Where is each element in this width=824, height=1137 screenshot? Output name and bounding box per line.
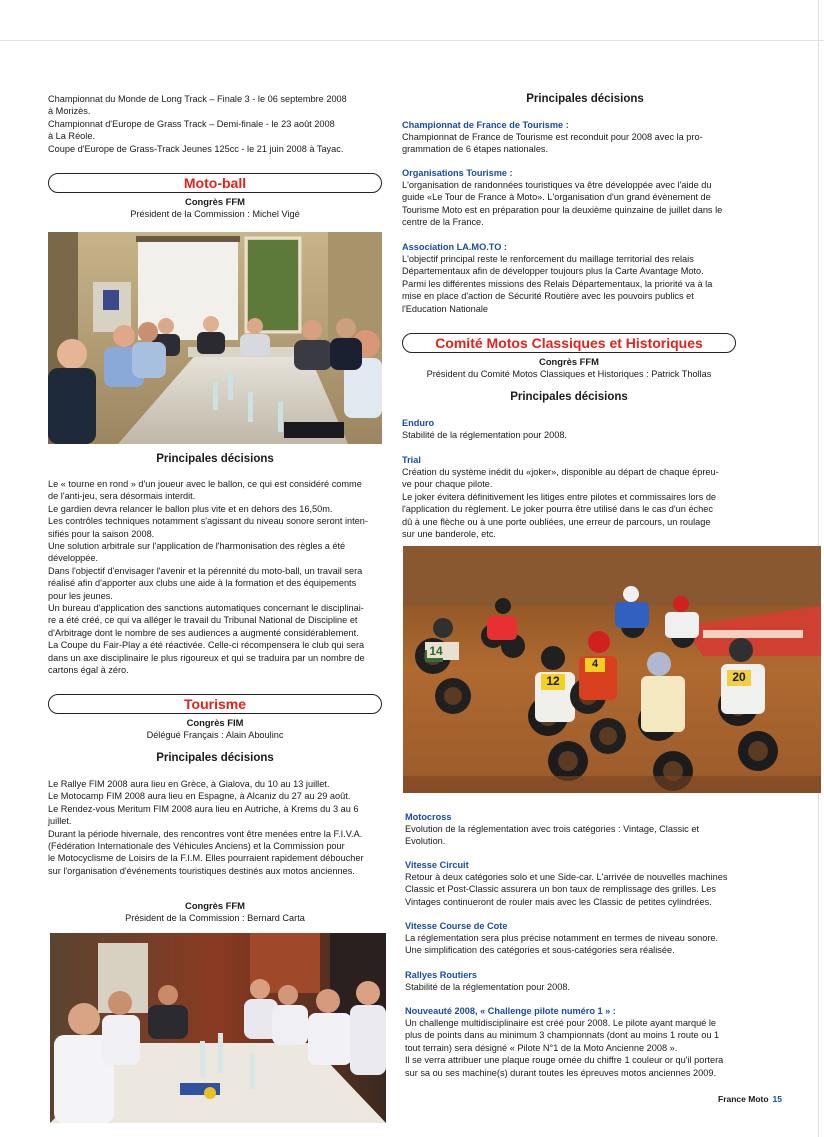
- motoball-text: [48, 478, 382, 677]
- text-line: de l'anti-jeu, sera désormais interdit.: [48, 491, 196, 502]
- trial-text: [402, 466, 768, 540]
- section-title: Tourisme: [184, 696, 246, 712]
- subheading: Vitesse Course de Cote: [405, 921, 508, 931]
- text-line: Une solution arbitrale sur l'application de l'harmonisation des règles a été: [48, 541, 346, 552]
- text-line: développée.: [48, 553, 99, 564]
- text-line: sur sa ou ses machine(s) durant toutes les épreuves motos anciennes 2009.: [405, 1067, 717, 1078]
- tourisme-text: [48, 778, 382, 877]
- subheading: Motocross: [405, 812, 452, 822]
- text-line: réalisé afin d'apporter aux clubs une aide à la formation et des équipements: [48, 578, 357, 589]
- meeting-illustration: [48, 232, 382, 444]
- congres-label: Congrès FFM: [185, 900, 245, 911]
- text-line: La réglementation sera plus précise notamment en termes de niveau sonore.: [405, 933, 719, 943]
- magazine-name: France Moto: [718, 1094, 769, 1104]
- text-line: dû à une flèche ou à une porte oubliées, une erreur de parcours, un roulage: [402, 516, 711, 527]
- text-line: Parmi les différentes missions des Relais Départementaux, la priorité va à la: [402, 278, 713, 289]
- text-line: Le Motocamp FIM 2008 aura lieu en Espagne, à Alcaniz du 27 au 29 août.: [48, 791, 351, 802]
- trial-block: [402, 454, 768, 540]
- text-line: Tourisme Moto est en préparation pour la deuxième quinzaine de juillet dans le: [402, 204, 723, 215]
- section-title: Moto-ball: [183, 175, 247, 191]
- org-text: [402, 179, 768, 229]
- text-line: L'organisation de randonnées touristiques va être développée avec l'aide du: [402, 180, 712, 190]
- text-line: Stabilité de la réglementation pour 2008.: [405, 982, 570, 992]
- page-footer: [718, 1094, 782, 1104]
- text-line: Un challenge multidisciplinaire est créé pour 2008. Le pilote ayant marqué le: [405, 1018, 717, 1028]
- president-label: Président de la Commission : Bernard Carta: [125, 913, 305, 923]
- text-line: ve pour chaque pilote.: [402, 479, 493, 490]
- text-line: Une simplification des catégories et sous-catégories sera réalisée.: [405, 945, 675, 956]
- top-rule: [0, 40, 824, 41]
- subheading: Nouveauté 2008, « Challenge pilote numéro 1 » :: [405, 1006, 616, 1016]
- text-line: Les contrôles techniques notamment s'agissant du niveau sonore seront inten-: [48, 516, 368, 527]
- text-line: Durant la période hivernale, des rencontres vont être menées entre la F.I.V.A.: [48, 828, 363, 839]
- text-line: pour les jeunes.: [48, 590, 113, 601]
- text-line: Coupe d'Europe de Grass-Track Jeunes 125cc - le 21 juin 2008 à Tayac.: [48, 143, 344, 154]
- congres-label: Congrès FFM: [185, 196, 245, 207]
- text-line: Le Rallye FIM 2008 aura lieu en Grèce, à Gialova, du 10 au 13 juillet.: [48, 779, 330, 789]
- text-line: d'Arbitrage dont le nombre de ses audiences a augmenté considérablement.: [48, 627, 359, 638]
- rallyes-block: [405, 969, 768, 993]
- text-line: sifiés pour la saison 2008.: [48, 528, 155, 539]
- text-line: Stabilité de la réglementation pour 2008.: [402, 430, 567, 440]
- text-line: sur l'organisation d'événements touristiques destinés aux motos anciennes.: [48, 865, 355, 876]
- text-line: à La Réole.: [48, 131, 95, 142]
- text-line: L'objectif principal reste le renforcement du maillage territorial des relais: [402, 254, 694, 264]
- subheading: Trial: [402, 455, 421, 465]
- text-line: Evolution de la réglementation avec trois catégories : Vintage, Classic et: [405, 824, 699, 834]
- race-number: 4: [585, 658, 605, 670]
- race-illustration: [403, 546, 821, 793]
- text-line: Championnat d'Europe de Grass Track – Demi-finale - le 23 août 2008: [48, 118, 335, 129]
- motoball-banner: [48, 173, 382, 193]
- text-line: Evolution.: [405, 836, 446, 847]
- text-line: Un bureau d'application des sanctions automatiques concernant le disciplinai-: [48, 603, 364, 614]
- text-line: Création du système inédit du «joker», disponible au départ de chaque épreu-: [402, 467, 719, 477]
- dinner-photo: [50, 933, 386, 1123]
- text-line: à Morizès.: [48, 106, 91, 117]
- text-line: Départementaux afin de développer toujours plus la Carte Avantage Moto.: [402, 266, 704, 277]
- text-line: Dans l'objectif d'envisager l'avenir et la pérennité du moto-ball, un travail sera: [48, 565, 363, 576]
- decisions-heading: Principales décisions: [156, 453, 274, 465]
- cft-text: [402, 131, 768, 156]
- asso-text: [402, 253, 768, 315]
- organisations-block: [402, 167, 768, 229]
- text-line: centre de la France.: [402, 217, 484, 228]
- rallyes-text: [405, 981, 768, 993]
- cote-block: [405, 920, 768, 957]
- enduro-text: [402, 429, 768, 441]
- text-line: plus de points dans au minimum 3 championnats (dont au moins 1 route ou 1: [405, 1030, 720, 1041]
- text-line: cartons égal à zéro.: [48, 665, 129, 676]
- enduro-block: [402, 417, 768, 441]
- vitesse-text: [405, 871, 768, 908]
- intro-text: [48, 93, 382, 155]
- text-line: Championnat du Monde de Long Track – Finale 3 - le 06 septembre 2008: [48, 94, 347, 104]
- motocross-text: [405, 823, 768, 848]
- motocross-race-photo: [403, 546, 821, 793]
- comite-banner: [402, 333, 736, 353]
- text-line: Championnat de France de Tourisme est reconduit pour 2008 avec la pro-: [402, 132, 703, 142]
- page-number: 15: [772, 1094, 782, 1104]
- meeting-photo: [48, 232, 382, 444]
- dinner-illustration: [50, 933, 386, 1123]
- text-line: Le joker évitera définitivement les litiges entre pilotes et commissaires lors de: [402, 491, 717, 502]
- text-line: Il se verra attribuer une plaque rouge ornée du chiffre 1 couleur or qu'il portera: [405, 1055, 724, 1066]
- tourisme-banner: [48, 694, 382, 714]
- text-line: Classic et Post-Classic assurera un bon taux de remplissage des grilles. Les: [405, 884, 716, 895]
- race-number: 20: [727, 670, 751, 684]
- text-line: grammation de 6 étapes nationales.: [402, 144, 549, 155]
- race-number: 14: [427, 644, 445, 658]
- subheading: Organisations Tourisme :: [402, 168, 513, 178]
- vitesse-block: [405, 859, 768, 908]
- subheading: Vitesse Circuit: [405, 860, 469, 870]
- decisions-heading: Principales décisions: [156, 752, 274, 764]
- text-line: sur une banderole, etc.: [402, 529, 496, 540]
- subheading: Rallyes Routiers: [405, 970, 477, 980]
- subheading: Championnat de France de Tourisme :: [402, 120, 569, 130]
- text-line: tout terrain) sera désigné « Pilote N°1 de la Moto Ancienne 2008 ».: [405, 1042, 678, 1053]
- decisions-heading: Principales décisions: [510, 391, 628, 403]
- text-line: mise en place d'action de Sécurité Routière avec les pouvoirs publics et: [402, 291, 694, 302]
- nouveaute-block: [405, 1005, 768, 1079]
- motocross-block: [405, 811, 768, 848]
- cote-text: [405, 932, 768, 957]
- text-line: Le Rendez-vous Meritum FIM 2008 aura lieu en Autriche, à Krems du 3 au 6: [48, 803, 359, 814]
- congres-label: Congrès FIM: [186, 717, 244, 728]
- text-line: Le « tourne en rond » d'un joueur avec le ballon, ce qui est considéré comme: [48, 479, 362, 489]
- text-line: juillet.: [48, 816, 72, 827]
- text-line: l'Education Nationale: [402, 303, 489, 314]
- president-label: Président du Comité Motos Classiques et Historiques : Patrick Thollas: [426, 369, 712, 379]
- text-line: Retour à deux catégories solo et une Side-car. L'arrivée de nouvelles machines: [405, 872, 728, 882]
- text-line: le Motocyclisme de Loisirs de la F.I.M. Elles pourraient rapidement déboucher: [48, 853, 364, 864]
- subheading: Enduro: [402, 418, 435, 428]
- president-label: Président de la Commission : Michel Vigé: [130, 209, 300, 219]
- race-number: 12: [541, 674, 565, 688]
- tourisme-decisions: [402, 119, 768, 156]
- section-title: Comité Motos Classiques et Historiques: [435, 335, 703, 351]
- decisions-heading: Principales décisions: [526, 93, 644, 105]
- text-line: dans un axe disciplinaire le plus rigoureux et qui se traduira par un nombre de: [48, 652, 365, 663]
- delegue-label: Délégué Français : Alain Aboulinc: [146, 730, 284, 740]
- association-block: [402, 241, 768, 315]
- text-line: Le gardien devra relancer le ballon plus vite et en dehors des 16,50m.: [48, 503, 333, 514]
- text-line: (Fédération Internationale des Véhicules Anciens) et la Commission pour: [48, 841, 345, 852]
- nouveaute-text: [405, 1017, 768, 1079]
- text-line: re a été créé, ce qui va alléger le travail du Tribunal National de Discipline et: [48, 615, 358, 626]
- text-line: La Coupe du Fair-Play a été réactivée. Celle-ci récompensera le club qui sera: [48, 640, 365, 651]
- text-line: l'application du règlement. Le joker pourra être utilisé dans le cas d'un échec: [402, 504, 713, 515]
- congres-label: Congrès FFM: [539, 356, 599, 367]
- text-line: guide «Le Tour de France à Moto». L'organisation d'un grand évènement de: [402, 192, 711, 203]
- text-line: Vintages continueront de rouler mais avec les Classic de petites cylindrées.: [405, 896, 712, 907]
- subheading: Association LA.MO.TO :: [402, 242, 507, 252]
